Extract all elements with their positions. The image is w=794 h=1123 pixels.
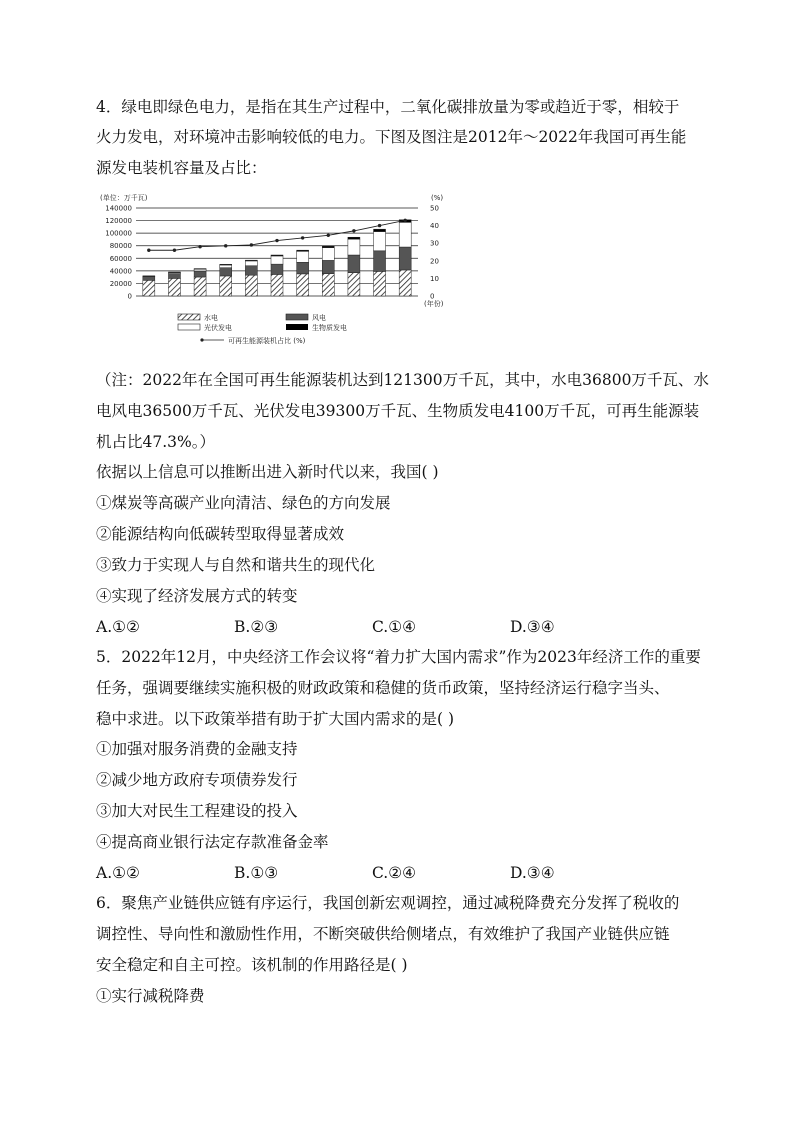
share-point <box>224 244 227 247</box>
share-point <box>403 219 406 222</box>
q4-note-line-2: 电风电36500万千瓦、光伏发电39300万千瓦、生物质发电4100万千瓦，可再生能源装 <box>96 402 700 420</box>
legend-label-hydro: 水电 <box>204 314 218 322</box>
bar-hydro <box>168 278 180 296</box>
share-point <box>352 229 355 232</box>
q5-stem-line-1: 5．2022年12月，中央经济工作会议将“着力扩大国内需求”作为2023年经济工作的重要 <box>96 648 701 666</box>
chart-bars <box>143 220 411 296</box>
bar-wind <box>245 266 257 275</box>
right-tick-label: 30 <box>430 239 439 248</box>
bar-hydro <box>220 276 232 296</box>
legend-label-bio: 生物质发电 <box>312 324 347 332</box>
share-point <box>147 249 150 252</box>
q5-option-a[interactable]: A.①② <box>96 864 140 882</box>
q4-question: 依据以上信息可以推断出进入新时代以来，我国( ) <box>96 463 439 481</box>
legend-label-share: 可再生能源装机占比 (%) <box>228 337 306 345</box>
q5-stem-line-3: 稳中求进。以下政策举措有助于扩大国内需求的是( ) <box>96 710 455 728</box>
bar-wind <box>168 274 180 279</box>
bar-wind <box>220 268 232 276</box>
legend-swatch-wind <box>286 314 308 320</box>
share-line <box>147 219 407 252</box>
bar-solar <box>374 232 386 251</box>
bar-bio <box>322 246 334 247</box>
bar-hydro <box>143 280 155 296</box>
q6-item-1: ①实行减税降费 <box>96 987 205 1005</box>
left-tick-label: 20000 <box>109 279 132 288</box>
q5-option-d[interactable]: D.③④ <box>510 864 555 882</box>
left-tick-label: 0 <box>127 292 132 301</box>
bar-wind <box>348 255 360 273</box>
share-point <box>198 245 201 248</box>
bar-solar <box>194 269 206 271</box>
right-axis-unit: (%) <box>431 194 444 202</box>
bar-wind <box>297 262 309 274</box>
bar-bio <box>245 260 257 261</box>
bar-bio <box>168 272 180 273</box>
share-point <box>173 249 176 252</box>
bar-bio <box>348 237 360 239</box>
bar-hydro <box>399 270 411 296</box>
bar-wind <box>322 260 334 273</box>
q4-item-4: ④实现了经济发展方式的转变 <box>96 587 298 605</box>
left-tick-label: 140000 <box>105 204 132 213</box>
bar-hydro <box>245 275 257 296</box>
right-axis-ticks <box>430 205 439 301</box>
bar-bio <box>220 264 232 265</box>
q5-item-1: ①加强对服务消费的金融支持 <box>96 740 298 758</box>
right-tick-label: 50 <box>430 204 439 213</box>
bar-bio <box>374 229 386 231</box>
legend-label-wind: 风电 <box>312 314 326 322</box>
right-tick-label: 10 <box>430 274 439 283</box>
share-point <box>275 239 278 242</box>
share-point <box>327 234 330 237</box>
bar-solar <box>322 248 334 261</box>
q4-option-b[interactable]: B.②③ <box>234 618 279 636</box>
q4-option-c[interactable]: C.①④ <box>372 618 417 636</box>
share-point <box>301 236 304 239</box>
left-tick-label: 120000 <box>105 217 132 226</box>
q6-stem-line-2: 调控性、导向性和激励性作用，不断突破供给侧堵点，有效维护了我国产业链供应链 <box>96 925 670 943</box>
q5-item-3: ③加大对民生工程建设的投入 <box>96 802 298 820</box>
share-point <box>250 243 253 246</box>
q4-note-line-1: （注：2022年在全国可再生能源装机达到121300万千瓦，其中，水电36800万千瓦、水 <box>96 371 709 389</box>
bar-wind <box>374 251 386 272</box>
q4-stem-line-1: 4．绿电即绿色电力，是指在其生产过程中，二氧化碳排放量为零或趋近于零，相较于 <box>96 98 680 116</box>
left-tick-label: 80000 <box>109 242 132 251</box>
bar-hydro <box>271 274 283 296</box>
q4-stem-line-2: 火力发电，对环境冲击影响较低的电力。下图及图注是2012年～2022年我国可再生能 <box>96 128 687 146</box>
bar-wind <box>194 271 206 277</box>
bar-bio <box>143 276 155 277</box>
left-axis-ticks <box>105 205 132 301</box>
q4-stem-line-3: 源发电装机容量及占比： <box>96 159 267 177</box>
q4-option-d[interactable]: D.③④ <box>510 618 555 636</box>
bar-wind <box>399 247 411 270</box>
legend-swatch-bio <box>286 324 308 330</box>
x-axis-label: (年份) <box>424 300 444 308</box>
bar-solar <box>348 239 360 255</box>
bar-hydro <box>194 277 206 296</box>
bar-hydro <box>348 273 360 296</box>
chart-legend <box>178 313 347 345</box>
bar-solar <box>399 222 411 247</box>
bar-hydro <box>374 271 386 296</box>
left-tick-label: 100000 <box>105 229 132 238</box>
q5-option-c[interactable]: C.②④ <box>372 864 417 882</box>
q4-note-line-3: 机占比47.3%。） <box>96 433 215 451</box>
right-tick-label: 20 <box>430 257 439 266</box>
q4-item-1: ①煤炭等高碳产业向清洁、绿色的方向发展 <box>96 494 391 512</box>
q4-option-a[interactable]: A.①② <box>96 618 140 636</box>
q5-item-2: ②减少地方政府专项债券发行 <box>96 771 298 789</box>
bar-solar <box>271 256 283 264</box>
bar-hydro <box>322 274 334 296</box>
q5-stem-line-2: 任务，强调要继续实施积极的财政政策和稳健的货币政策，坚持经济运行稳字当头、 <box>96 679 670 697</box>
legend-marker-share <box>200 338 203 341</box>
q6-stem-line-1: 6．聚焦产业链供应链有序运行，我国创新宏观调控，通过减税降费充分发挥了税收的 <box>96 894 680 912</box>
share-point <box>378 224 381 227</box>
q4-item-3: ③致力于实现人与自然和谐共生的现代化 <box>96 556 376 574</box>
legend-swatch-hydro <box>178 314 200 320</box>
bar-wind <box>143 277 155 281</box>
bar-hydro <box>297 274 309 296</box>
right-tick-label: 0 <box>430 292 435 301</box>
bar-solar <box>297 251 309 262</box>
q5-option-b[interactable]: B.①③ <box>234 864 279 882</box>
left-tick-label: 60000 <box>109 254 132 263</box>
q4-item-2: ②能源结构向低碳转型取得显著成效 <box>96 525 345 543</box>
legend-label-solar: 光伏发电 <box>204 324 232 332</box>
bar-bio <box>194 269 206 270</box>
left-axis-unit: (单位：万千瓦) <box>100 194 148 202</box>
right-tick-label: 40 <box>430 222 439 231</box>
bar-bio <box>271 255 283 256</box>
legend-swatch-solar <box>178 324 200 330</box>
bar-bio <box>297 250 309 251</box>
q6-stem-line-3: 安全稳定和自主可控。该机制的作用路径是( ) <box>96 956 408 974</box>
q5-item-4: ④提高商业银行法定存款准备金率 <box>96 833 329 851</box>
left-tick-label: 40000 <box>109 267 132 276</box>
bar-wind <box>271 264 283 274</box>
renewable-capacity-chart <box>96 190 456 350</box>
bar-solar <box>245 261 257 266</box>
bar-solar <box>220 265 232 268</box>
